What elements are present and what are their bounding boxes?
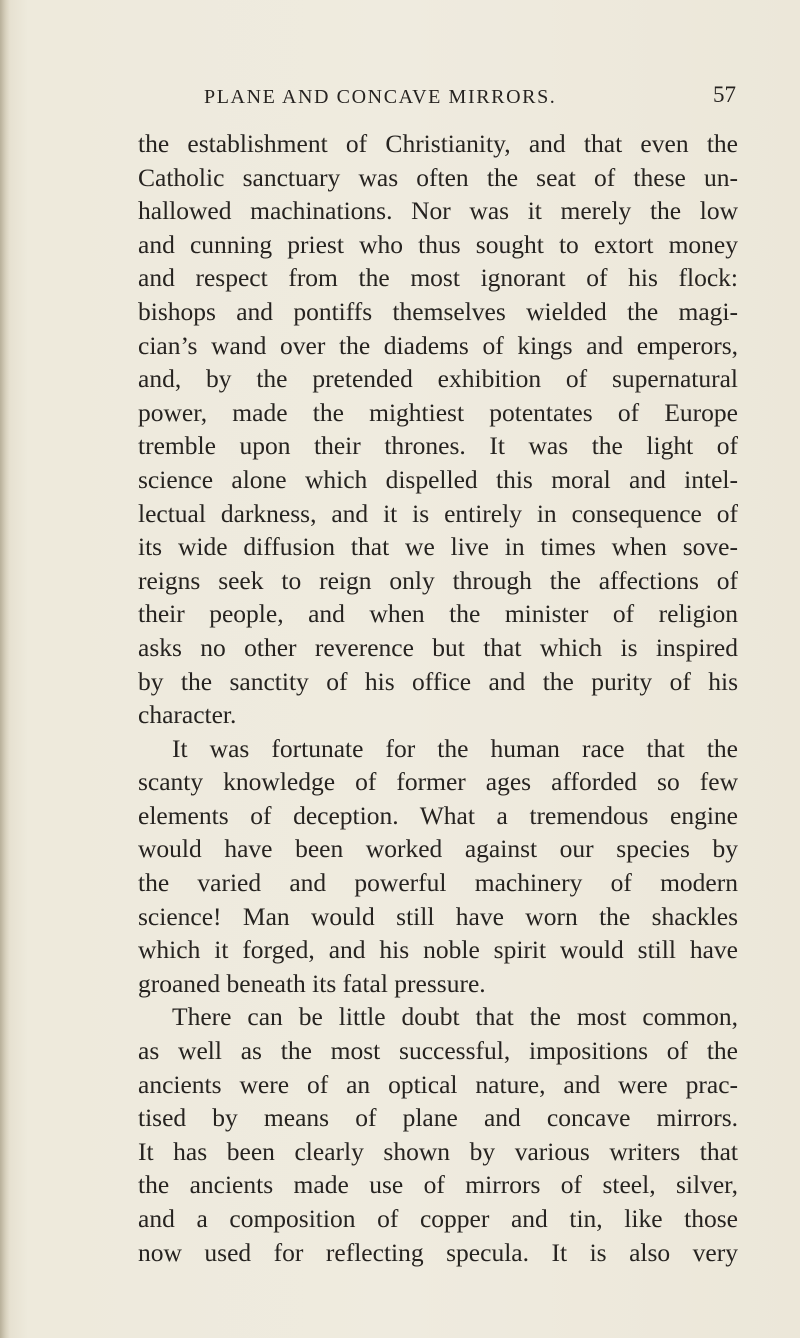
running-head (140, 82, 740, 112)
text-line: and, by the pretended exhibition of supernatural (138, 364, 738, 394)
text-line: reigns seek to reign only through the affections of (138, 565, 738, 595)
text-line: character. (138, 700, 237, 730)
text-line: scanty knowledge of former ages afforded so few (138, 767, 738, 797)
text-line: the establishment of Christianity, and that even the (138, 129, 738, 158)
text-line: lectual darkness, and it is entirely in consequence of (138, 498, 738, 528)
text-line: the ancients made use of mirrors of steel, silver, (138, 1170, 738, 1200)
text-line: as well as the most successful, impositions of the (138, 1036, 738, 1066)
text-line: hallowed machinations. Nor was it merely the low (138, 196, 738, 226)
text-line: elements of deception. What a tremendous engine (138, 800, 738, 830)
text-line: power, made the mightiest potentates of Europe (138, 397, 738, 427)
text-line: which it forged, and his noble spirit would still have (138, 935, 738, 965)
text-line: now used for reflecting specula. It is also very (138, 1237, 738, 1267)
text-line: the varied and powerful machinery of modern (138, 868, 738, 898)
text-line: It has been clearly shown by various writers that (138, 1136, 738, 1166)
text-line: bishops and pontiffs themselves wielded the magi- (138, 296, 738, 326)
page-gutter (0, 0, 10, 1338)
text-line: would have been worked against our species by (138, 834, 738, 864)
text-line: cian’s wand over the diadems of kings and emperors, (138, 330, 738, 360)
text-line: ancients were of an optical nature, and were prac- (138, 1069, 738, 1099)
text-line: tremble upon their thrones. It was the light of (138, 431, 738, 461)
text-line: by the sanctity of his office and the purity of his (138, 666, 738, 696)
text-line: its wide diffusion that we live in times when sove- (138, 532, 738, 562)
text-line: There can be little doubt that the most common, (172, 1002, 738, 1032)
text-line: and respect from the most ignorant of his flock: (138, 263, 738, 293)
text-line: groaned beneath its fatal pressure. (138, 968, 486, 998)
text-line: science alone which dispelled this moral and intel- (138, 464, 738, 494)
text-line: science! Man would still have worn the shackles (138, 901, 738, 931)
text-line: and a composition of copper and tin, like those (138, 1204, 738, 1233)
text-line: and cunning priest who thus sought to extort money (138, 229, 738, 259)
text-line: tised by means of plane and concave mirrors. (138, 1103, 738, 1133)
body-text (138, 127, 738, 1269)
text-line: Catholic sanctuary was often the seat of these un- (138, 162, 738, 192)
running-title: PLANE AND CONCAVE MIRRORS. (204, 86, 557, 108)
text-line: their people, and when the minister of religion (138, 599, 738, 629)
text-line: It was fortunate for the human race that the (172, 733, 738, 763)
text-line: asks no other reverence but that which is inspired (138, 632, 738, 662)
page-number: 57 (713, 82, 736, 107)
